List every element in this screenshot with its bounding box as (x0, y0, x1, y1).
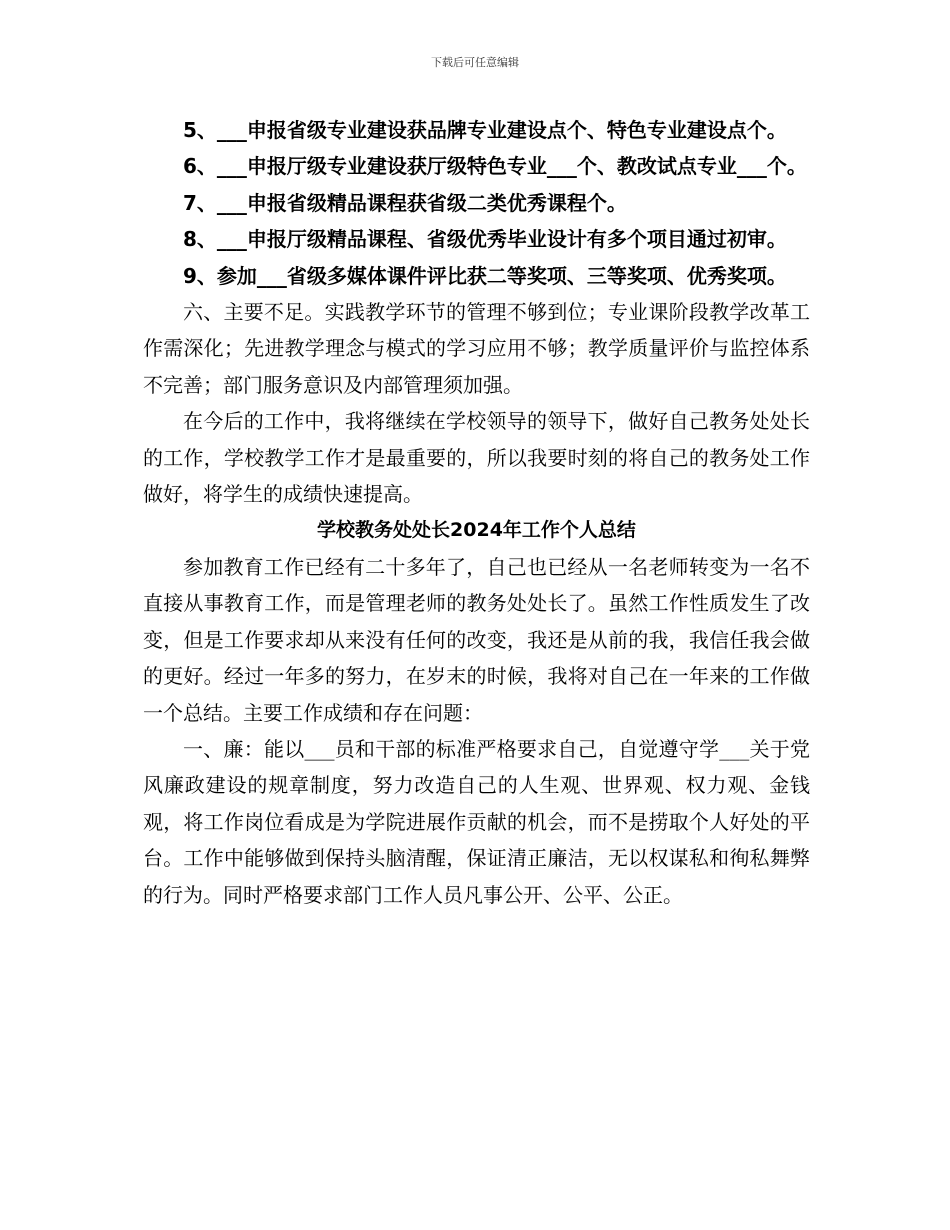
intro-paragraph: 参加教育工作已经有二十多年了，自己也已经从一名老师转变为一名不直接从事教育工作，而是管理老师的教务处处长了。虽然工作性质发生了改变，但是工作要求却从来没有任何的改变，我还是从前的我，我信任我会做的更好。经过一年多的努力，在岁末的时候，我将对自己在一年来的工作做一个总结。主要工作成绩和存在问题： (143, 554, 810, 725)
shortcomings-paragraph: 六、主要不足。实践教学环节的管理不够到位；专业课阶段教学改革工作需深化；先进教学理念与模式的学习应用不够；教学质量评价与监控体系不完善；部门服务意识及内部管理须加强。 (143, 300, 810, 397)
document-body (143, 112, 810, 913)
list-item-7: 7、___申报省级精品课程获省级二类优秀课程个。 (183, 190, 627, 215)
future-work-paragraph: 在今后的工作中，我将继续在学校领导的领导下，做好自己教务处处长的工作，学校教学工作才是最重要的，所以我要时刻的将自己的教务处工作做好，将学生的成绩快速提高。 (143, 409, 810, 507)
integrity-paragraph: 一、廉：能以___员和干部的标准严格要求自己，自觉遵守学___关于党风廉政建设的规章制度，努力改造自己的人生观、世界观、权力观、金钱观，将工作岗位看成是为学院进展作贡献的机会，而不是捞取个人好处的平台。工作中能够做到保持头脑清醒，保证清正廉洁，无以权谋私和徇私舞弊的行为。同时严格要求部门工作人员凡事公开、公平、公正。 (143, 736, 810, 907)
page-header-note: 下载后可任意编辑 (431, 56, 519, 69)
list-item-5: 5、___申报省级专业建设获品牌专业建设点个、特色专业建设点个。 (183, 118, 787, 142)
list-item-8: 8、___申报厅级精品课程、省级优秀毕业设计有多个项目通过初审。 (183, 227, 787, 252)
list-item-6: 6、___申报厅级专业建设获厅级特色专业___个、教改试点专业___个。 (183, 154, 807, 179)
list-item-9: 9、参加___省级多媒体课件评比获二等奖项、三等奖项、优秀奖项。 (183, 263, 787, 288)
section-title: 学校教务处处长2024年工作个人总结 (317, 519, 636, 542)
